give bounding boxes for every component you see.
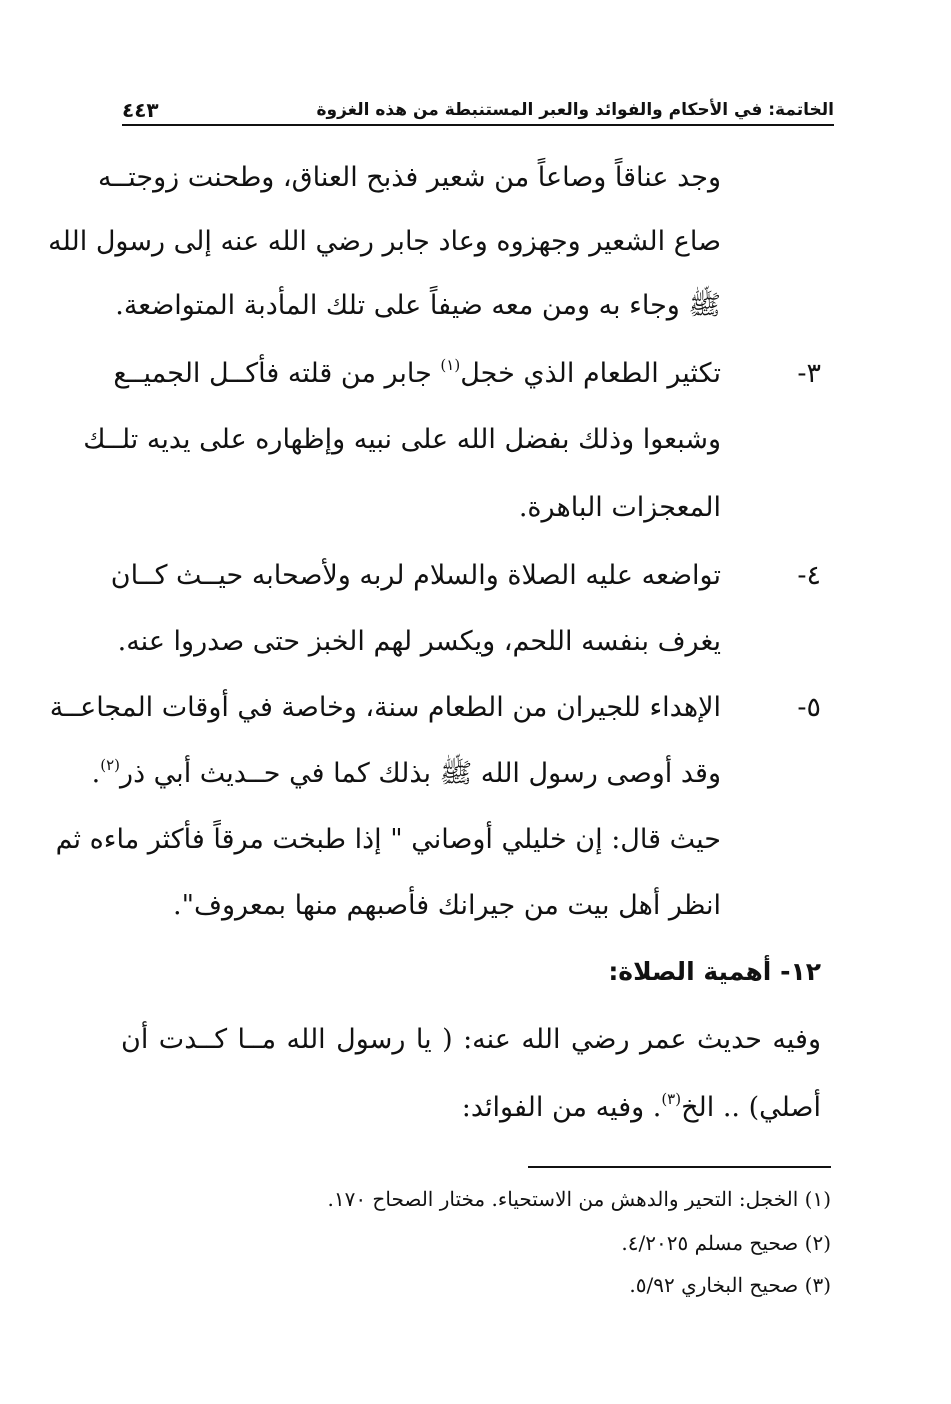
footnote-1: (١) الخجل: التحير والدهش من الاستحياء. مختار الصحاح ١٧٠.: [327, 1187, 831, 1211]
item-5-line-1: الإهداء للجيران من الطعام سنة، وخاصة في أوقات المجاعــة: [49, 692, 721, 723]
body-line: وجد عناقاً وصاعاً من شعير فذبح العناق، وطحنت زوجتــه: [97, 162, 721, 193]
body-line: ﷺ وجاء به ومن معه ضيفاً على تلك المأدبة المتواضعة.: [115, 290, 721, 321]
footnote-2: (٢) صحيح مسلم ٤/٢٠٢٥.: [621, 1231, 831, 1255]
footnote-3: (٣) صحيح البخاري ٥/٩٢.: [629, 1273, 831, 1297]
footnote-ref-1[interactable]: (١): [440, 356, 461, 374]
page-header: [122, 96, 834, 126]
item-3-line-3: المعجزات الباهرة.: [518, 492, 721, 523]
item-3-line-1: تكثير الطعام الذي خجل$^{(١)}$ جابر من قلته فأكــل الجميــع: [113, 356, 721, 389]
header-title: الخاتمة: في الأحكام والفوائد والعبر المستنبطة من هذه الغزوة: [316, 100, 834, 120]
list-marker-5: ٥-: [797, 692, 821, 723]
list-marker-4: ٤-: [797, 560, 821, 591]
item-4-line-1: تواضعه عليه الصلاة والسلام لربه ولأصحابه حيــث كــان: [110, 560, 721, 591]
item-5-line-2: وقد أوصى رسول الله ﷺ بذلك كما في حــديث أبي ذر$^{(٢)}$.: [91, 756, 721, 789]
item-5-line-3: حيث قال: إن خليلي أوصاني " إذا طبخت مرقاً فأكثر ماءه ثم: [55, 824, 721, 855]
item-5-line-4: انظر أهل بيت من جيرانك فأصبهم منها بمعروف".: [172, 890, 721, 921]
item-3-line-2: وشبعوا وذلك بفضل الله على نبيه وإظهاره على يديه تلــك: [83, 424, 721, 455]
body-line: صاع الشعير وجهزوه وعاد جابر رضي الله عنه إلى رسول الله: [48, 226, 721, 257]
section-12-line-2: أصلي) .. الخ$^{(٣)}$. وفيه من الفوائد:: [461, 1090, 821, 1123]
footnote-ref-2[interactable]: (٢): [100, 756, 121, 774]
footnote-divider: [528, 1166, 831, 1168]
page-number: ٤٤٣: [122, 98, 159, 122]
item-4-line-2: يغرف بنفسه اللحم، ويكسر لهم الخبز حتى صدروا عنه.: [117, 626, 721, 657]
section-heading: ١٢- أهمية الصلاة:: [608, 957, 821, 986]
footnote-ref-3[interactable]: (٣): [661, 1090, 682, 1108]
list-marker-3: ٣-: [797, 358, 821, 389]
section-12-line-1: وفيه حديث عمر رضي الله عنه: ( يا رسول الله مــا كــدت أن: [121, 1024, 821, 1055]
